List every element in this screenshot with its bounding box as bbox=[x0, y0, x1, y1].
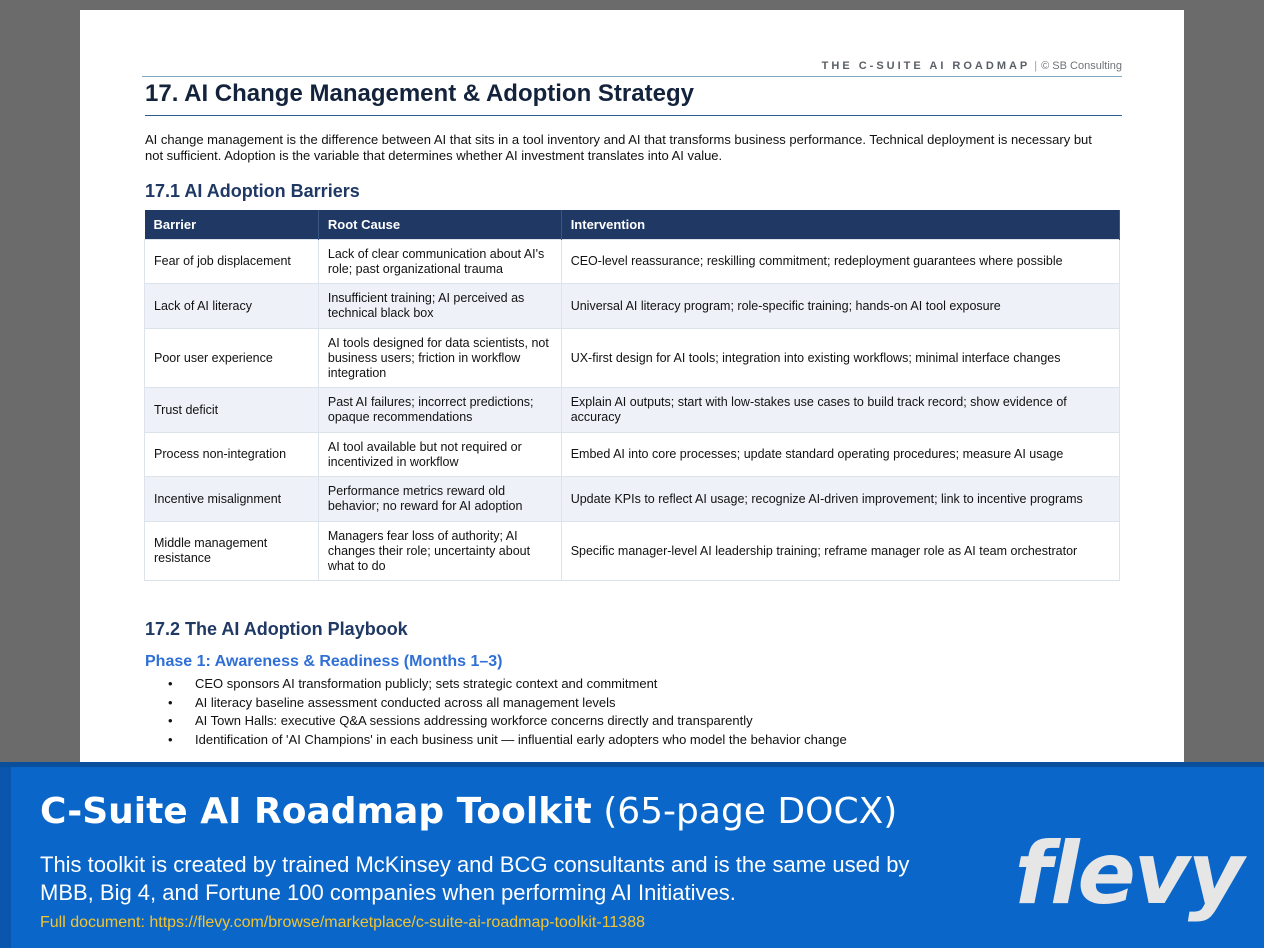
cell-intervention: Explain AI outputs; start with low-stakes use cases to build track record; show evidence of accuracy bbox=[561, 388, 1119, 433]
table-row bbox=[145, 433, 1120, 477]
table-row bbox=[145, 284, 1120, 329]
barriers-heading: 17.1 AI Adoption Barriers bbox=[145, 181, 360, 201]
phase1-heading: Phase 1: Awareness & Readiness (Months 1–3) bbox=[145, 653, 503, 670]
list-item bbox=[168, 732, 847, 751]
table-row bbox=[145, 388, 1120, 433]
column-header-intervention: Intervention bbox=[561, 210, 1119, 240]
cell-root-cause: Managers fear loss of authority; AI changes their role; uncertainty about what to do bbox=[318, 522, 561, 581]
column-header-root-cause: Root Cause bbox=[318, 210, 561, 240]
cell-barrier: Fear of job displacement bbox=[145, 240, 319, 284]
cell-intervention: UX-first design for AI tools; integration into existing workflows; minimal interface changes bbox=[561, 329, 1119, 388]
cell-root-cause: Insufficient training; AI perceived as technical black box bbox=[318, 284, 561, 329]
list-item bbox=[168, 713, 847, 732]
bullet-marker: • bbox=[168, 676, 173, 691]
cell-root-cause: Performance metrics reward old behavior; no reward for AI adoption bbox=[318, 477, 561, 522]
banner-description: This toolkit is created by trained McKinsey and BCG consultants and is the same used by MBB, Big 4, and Fortune 100 companies when performing AI Initiatives. bbox=[40, 852, 910, 905]
cell-barrier: Lack of AI literacy bbox=[145, 284, 319, 329]
flevy-logo: flevy bbox=[1014, 824, 1242, 924]
column-header-barrier: Barrier bbox=[145, 210, 319, 240]
cell-barrier: Incentive misalignment bbox=[145, 477, 319, 522]
playbook-heading: 17.2 The AI Adoption Playbook bbox=[145, 619, 408, 639]
section-intro: AI change management is the difference between AI that sits in a tool inventory and AI that transforms business performance. Technical deployment is necessary but not sufficient. Adoption is the variable that determines whether AI investment translates into AI value. bbox=[145, 132, 1092, 163]
table-row bbox=[145, 477, 1120, 522]
banner-title bbox=[40, 791, 897, 832]
cell-intervention: CEO-level reassurance; reskilling commitment; redeployment guarantees where possible bbox=[561, 240, 1119, 284]
header-brand: THE C-SUITE AI ROADMAP bbox=[821, 60, 1031, 72]
cell-intervention: Update KPIs to reflect AI usage; recognize AI-driven improvement; link to incentive programs bbox=[561, 477, 1119, 522]
bullet-marker: • bbox=[168, 713, 173, 729]
section-title: 17. AI Change Management & Adoption Strategy bbox=[145, 80, 1122, 116]
table-row bbox=[145, 329, 1120, 388]
list-item-text: Identification of 'AI Champions' in each business unit — influential early adopters who model the behavior change bbox=[195, 732, 847, 748]
list-item-text: CEO sponsors AI transformation publicly; sets strategic context and commitment bbox=[195, 676, 658, 691]
cell-barrier: Process non-integration bbox=[145, 433, 319, 477]
cell-root-cause: AI tool available but not required or incentivized in workflow bbox=[318, 433, 561, 477]
cell-intervention: Specific manager-level AI leadership training; reframe manager role as AI team orchestrator bbox=[561, 522, 1119, 581]
table-row bbox=[145, 240, 1120, 284]
cell-barrier: Trust deficit bbox=[145, 388, 319, 433]
table-row bbox=[145, 522, 1120, 581]
list-item bbox=[168, 695, 847, 714]
list-item bbox=[168, 676, 847, 695]
cell-root-cause: Lack of clear communication about AI's role; past organizational trauma bbox=[318, 240, 561, 284]
barriers-table bbox=[144, 210, 1120, 581]
header-copyright: © SB Consulting bbox=[1041, 60, 1122, 72]
list-item-text: AI literacy baseline assessment conducted across all management levels bbox=[195, 694, 616, 710]
banner-document-link[interactable]: Full document: https://flevy.com/browse/marketplace/c-suite-ai-roadmap-toolkit-11388 bbox=[40, 914, 645, 931]
banner-edge bbox=[0, 767, 11, 948]
header-separator: | bbox=[1034, 60, 1038, 72]
running-header bbox=[142, 60, 1122, 77]
phase1-bullet-list bbox=[168, 676, 847, 751]
cell-barrier: Poor user experience bbox=[145, 329, 319, 388]
banner-title-bold: C-Suite AI Roadmap Toolkit bbox=[40, 791, 592, 832]
cell-barrier: Middle management resistance bbox=[145, 522, 319, 581]
promo-banner bbox=[0, 762, 1264, 948]
cell-root-cause: AI tools designed for data scientists, not business users; friction in workflow integration bbox=[318, 329, 561, 388]
document-page bbox=[80, 10, 1184, 770]
cell-intervention: Embed AI into core processes; update standard operating procedures; measure AI usage bbox=[561, 433, 1119, 477]
cell-root-cause: Past AI failures; incorrect predictions; opaque recommendations bbox=[318, 388, 561, 433]
table-header-row bbox=[145, 210, 1120, 240]
cell-intervention: Universal AI literacy program; role-specific training; hands-on AI tool exposure bbox=[561, 284, 1119, 329]
banner-title-format: (65-page DOCX) bbox=[603, 791, 898, 832]
list-item-text: AI Town Halls: executive Q&A sessions addressing workforce concerns directly and transparently bbox=[195, 713, 753, 729]
bullet-marker: • bbox=[168, 694, 173, 710]
bullet-marker: • bbox=[168, 732, 173, 748]
